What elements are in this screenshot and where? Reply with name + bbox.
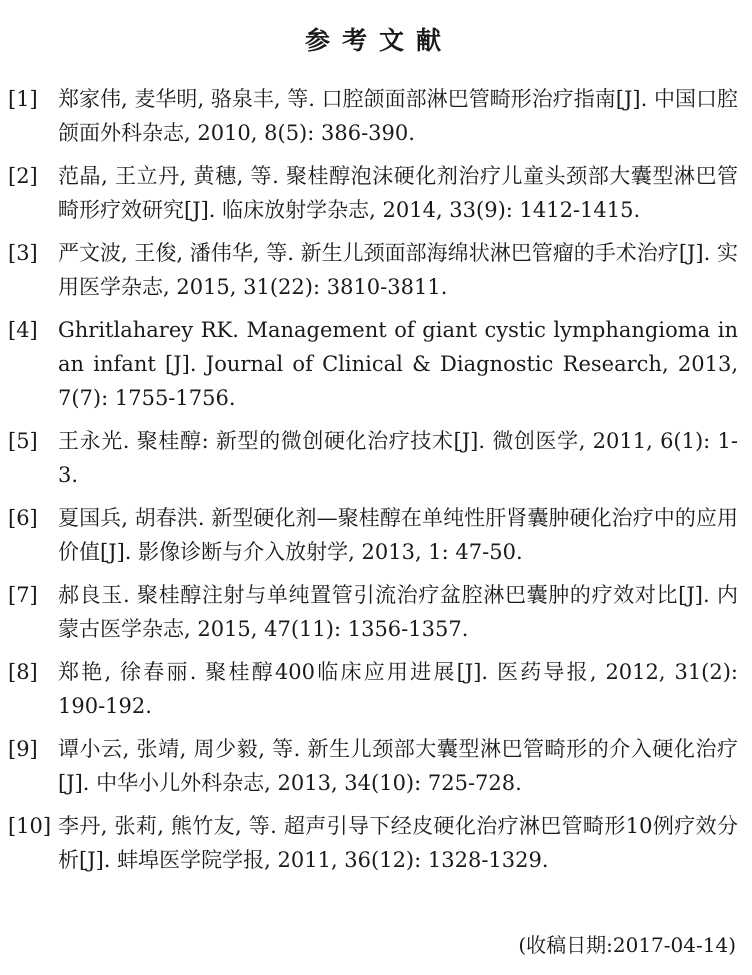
reference-item-6 (8, 501, 738, 569)
reference-item-8 (8, 655, 738, 723)
reference-number: [10] (8, 814, 52, 838)
reference-text: 夏国兵, 胡春洪. 新型硬化剂—聚桂醇在单纯性肝肾囊肿硬化治疗中的应用价值[J]. 影像诊断与介入放射学, 2013, 1: 47-50. (58, 506, 738, 564)
reference-text: 李丹, 张莉, 熊竹友, 等. 超声引导下经皮硬化治疗淋巴管畸形10例疗效分析[J]. 蚌埠医学院学报, 2011, 36(12): 1328-1329. (58, 814, 738, 872)
reference-number: [2] (8, 164, 38, 188)
reference-item-1 (8, 82, 738, 150)
reference-item-9 (8, 732, 738, 800)
reference-item-4 (8, 313, 738, 415)
reference-item-7 (8, 578, 738, 646)
reference-text: 郑艳, 徐春丽. 聚桂醇400临床应用进展[J]. 医药导报, 2012, 31(2): 190-192. (58, 660, 738, 718)
received-date: (收稿日期:2017-04-14) (518, 933, 736, 957)
reference-item-10 (8, 809, 738, 877)
reference-number: [1] (8, 87, 38, 111)
reference-text: 郝良玉. 聚桂醇注射与单纯置管引流治疗盆腔淋巴囊肿的疗效对比[J]. 内蒙古医学杂志, 2015, 47(11): 1356-1357. (58, 583, 738, 641)
reference-number: [4] (8, 318, 38, 342)
reference-text: 严文波, 王俊, 潘伟华, 等. 新生儿颈面部海绵状淋巴管瘤的手术治疗[J]. 实用医学杂志, 2015, 31(22): 3810-3811. (58, 241, 738, 299)
reference-text: 范晶, 王立丹, 黄穗, 等. 聚桂醇泡沫硬化剂治疗儿童头颈部大囊型淋巴管畸形疗效研究[J]. 临床放射学杂志, 2014, 33(9): 1412-1415. (58, 164, 738, 222)
reference-number: [3] (8, 241, 38, 265)
reference-item-2 (8, 159, 738, 227)
reference-list (8, 82, 738, 877)
reference-text: 谭小云, 张靖, 周少毅, 等. 新生儿颈部大囊型淋巴管畸形的介入硬化治疗[J]. 中华小儿外科杂志, 2013, 34(10): 725-728. (58, 737, 738, 795)
section-title: 参考文献 (304, 26, 453, 55)
reference-number: [6] (8, 506, 38, 530)
reference-number: [8] (8, 660, 38, 684)
reference-number: [9] (8, 737, 38, 761)
reference-text: 王永光. 聚桂醇: 新型的微创硬化治疗技术[J]. 微创医学, 2011, 6(1): 1-3. (58, 429, 738, 487)
reference-item-3 (8, 236, 738, 304)
reference-number: [7] (8, 583, 38, 607)
reference-text: 郑家伟, 麦华明, 骆泉丰, 等. 口腔颌面部淋巴管畸形治疗指南[J]. 中国口腔颌面外科杂志, 2010, 8(5): 386-390. (58, 87, 738, 145)
reference-number: [5] (8, 429, 38, 453)
reference-text: Ghritlaharey RK. Management of giant cystic lymphangioma in an infant [J]. Journal of Clinical & Diagnostic Research, 2013, 7(7): 1755-1756. (58, 318, 738, 410)
reference-item-5 (8, 424, 738, 492)
